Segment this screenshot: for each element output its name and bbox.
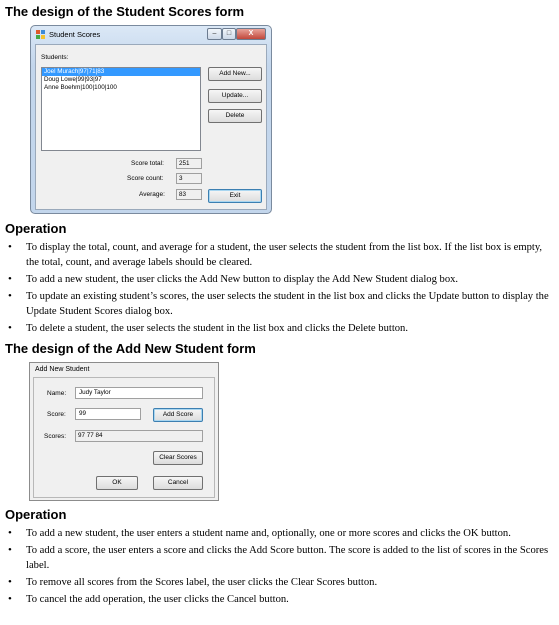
list-item: • To display the total, count, and average for a student, the user selects the student from the list box. If the list box is empty, the total, count, and average labels should be cleared. (8, 241, 543, 268)
student-scores-window (30, 25, 272, 214)
scores-value: 97 77 84 (75, 430, 203, 442)
list-item: • To add a new student, the user clicks the Add New button to display the Add New Student dialog box. (8, 273, 459, 285)
ok-button[interactable]: OK (96, 476, 138, 490)
score-count-value: 3 (176, 173, 202, 184)
cancel-button[interactable]: Cancel (153, 476, 203, 490)
exit-button[interactable]: Exit (208, 189, 262, 203)
title-bar (31, 26, 271, 43)
add-new-student-client-area (33, 377, 215, 498)
window-app-icon (36, 30, 46, 39)
update-button[interactable]: Update... (208, 89, 262, 103)
scores-label: Scores: (44, 433, 67, 440)
operation-list (8, 240, 553, 338)
minimize-button[interactable]: – (207, 28, 222, 40)
name-input[interactable]: Judy Taylor (75, 387, 203, 399)
list-item: • To add a new student, the user enters a student name and, optionally, one or more scores and clicks the OK button. (8, 527, 511, 539)
delete-button[interactable]: Delete (208, 109, 262, 123)
window-title: Student Scores (49, 30, 101, 39)
add-new-button[interactable]: Add New... (208, 67, 262, 81)
list-item: • To delete a student, the user selects the student in the list box and clicks the Delete button. (8, 322, 409, 334)
list-item: • To cancel the add operation, the user clicks the Cancel button. (8, 593, 289, 605)
add-new-student-window (29, 362, 219, 501)
list-item: • To update an existing student’s scores, the user selects the student in the list box and clicks the Update button to display the Update Student Scores dialog box. (8, 290, 549, 317)
list-item: • To add a score, the user enters a score and clicks the Add Score button. The score is added to the list of scores in the Scores label. (8, 544, 549, 571)
operation-list-2 (8, 526, 553, 609)
students-list-box[interactable] (41, 67, 201, 151)
score-total-value: 251 (176, 158, 202, 169)
score-input[interactable]: 99 (75, 408, 141, 420)
list-item: • To remove all scores from the Scores label, the user clicks the Clear Scores button. (8, 576, 378, 588)
window-title: Add New Student (35, 366, 90, 373)
score-label: Score: (47, 411, 66, 418)
score-count-label: Score count: (127, 175, 164, 182)
maximize-button[interactable]: □ (222, 28, 236, 40)
add-score-button[interactable]: Add Score (153, 408, 203, 422)
clear-scores-button[interactable]: Clear Scores (153, 451, 203, 465)
score-total-label: Score total: (131, 160, 164, 167)
list-item[interactable]: Anne Boehm|100|100|100 (44, 84, 117, 91)
student-scores-client-area (35, 44, 267, 210)
list-item[interactable]: Doug Lowe|99|93|97 (44, 76, 102, 83)
list-item[interactable]: Joel Murach|97|71|83 (42, 68, 200, 76)
students-label: Students: (41, 54, 69, 61)
average-value: 83 (176, 189, 202, 200)
average-label: Average: (139, 191, 165, 198)
heading-operation-2: Operation (5, 507, 67, 522)
heading-student-scores-design: The design of the Student Scores form (5, 4, 245, 19)
heading-operation: Operation (5, 221, 67, 236)
name-label: Name: (47, 390, 67, 397)
heading-add-new-student-design: The design of the Add New Student form (5, 341, 256, 356)
close-button[interactable]: X (236, 28, 266, 40)
